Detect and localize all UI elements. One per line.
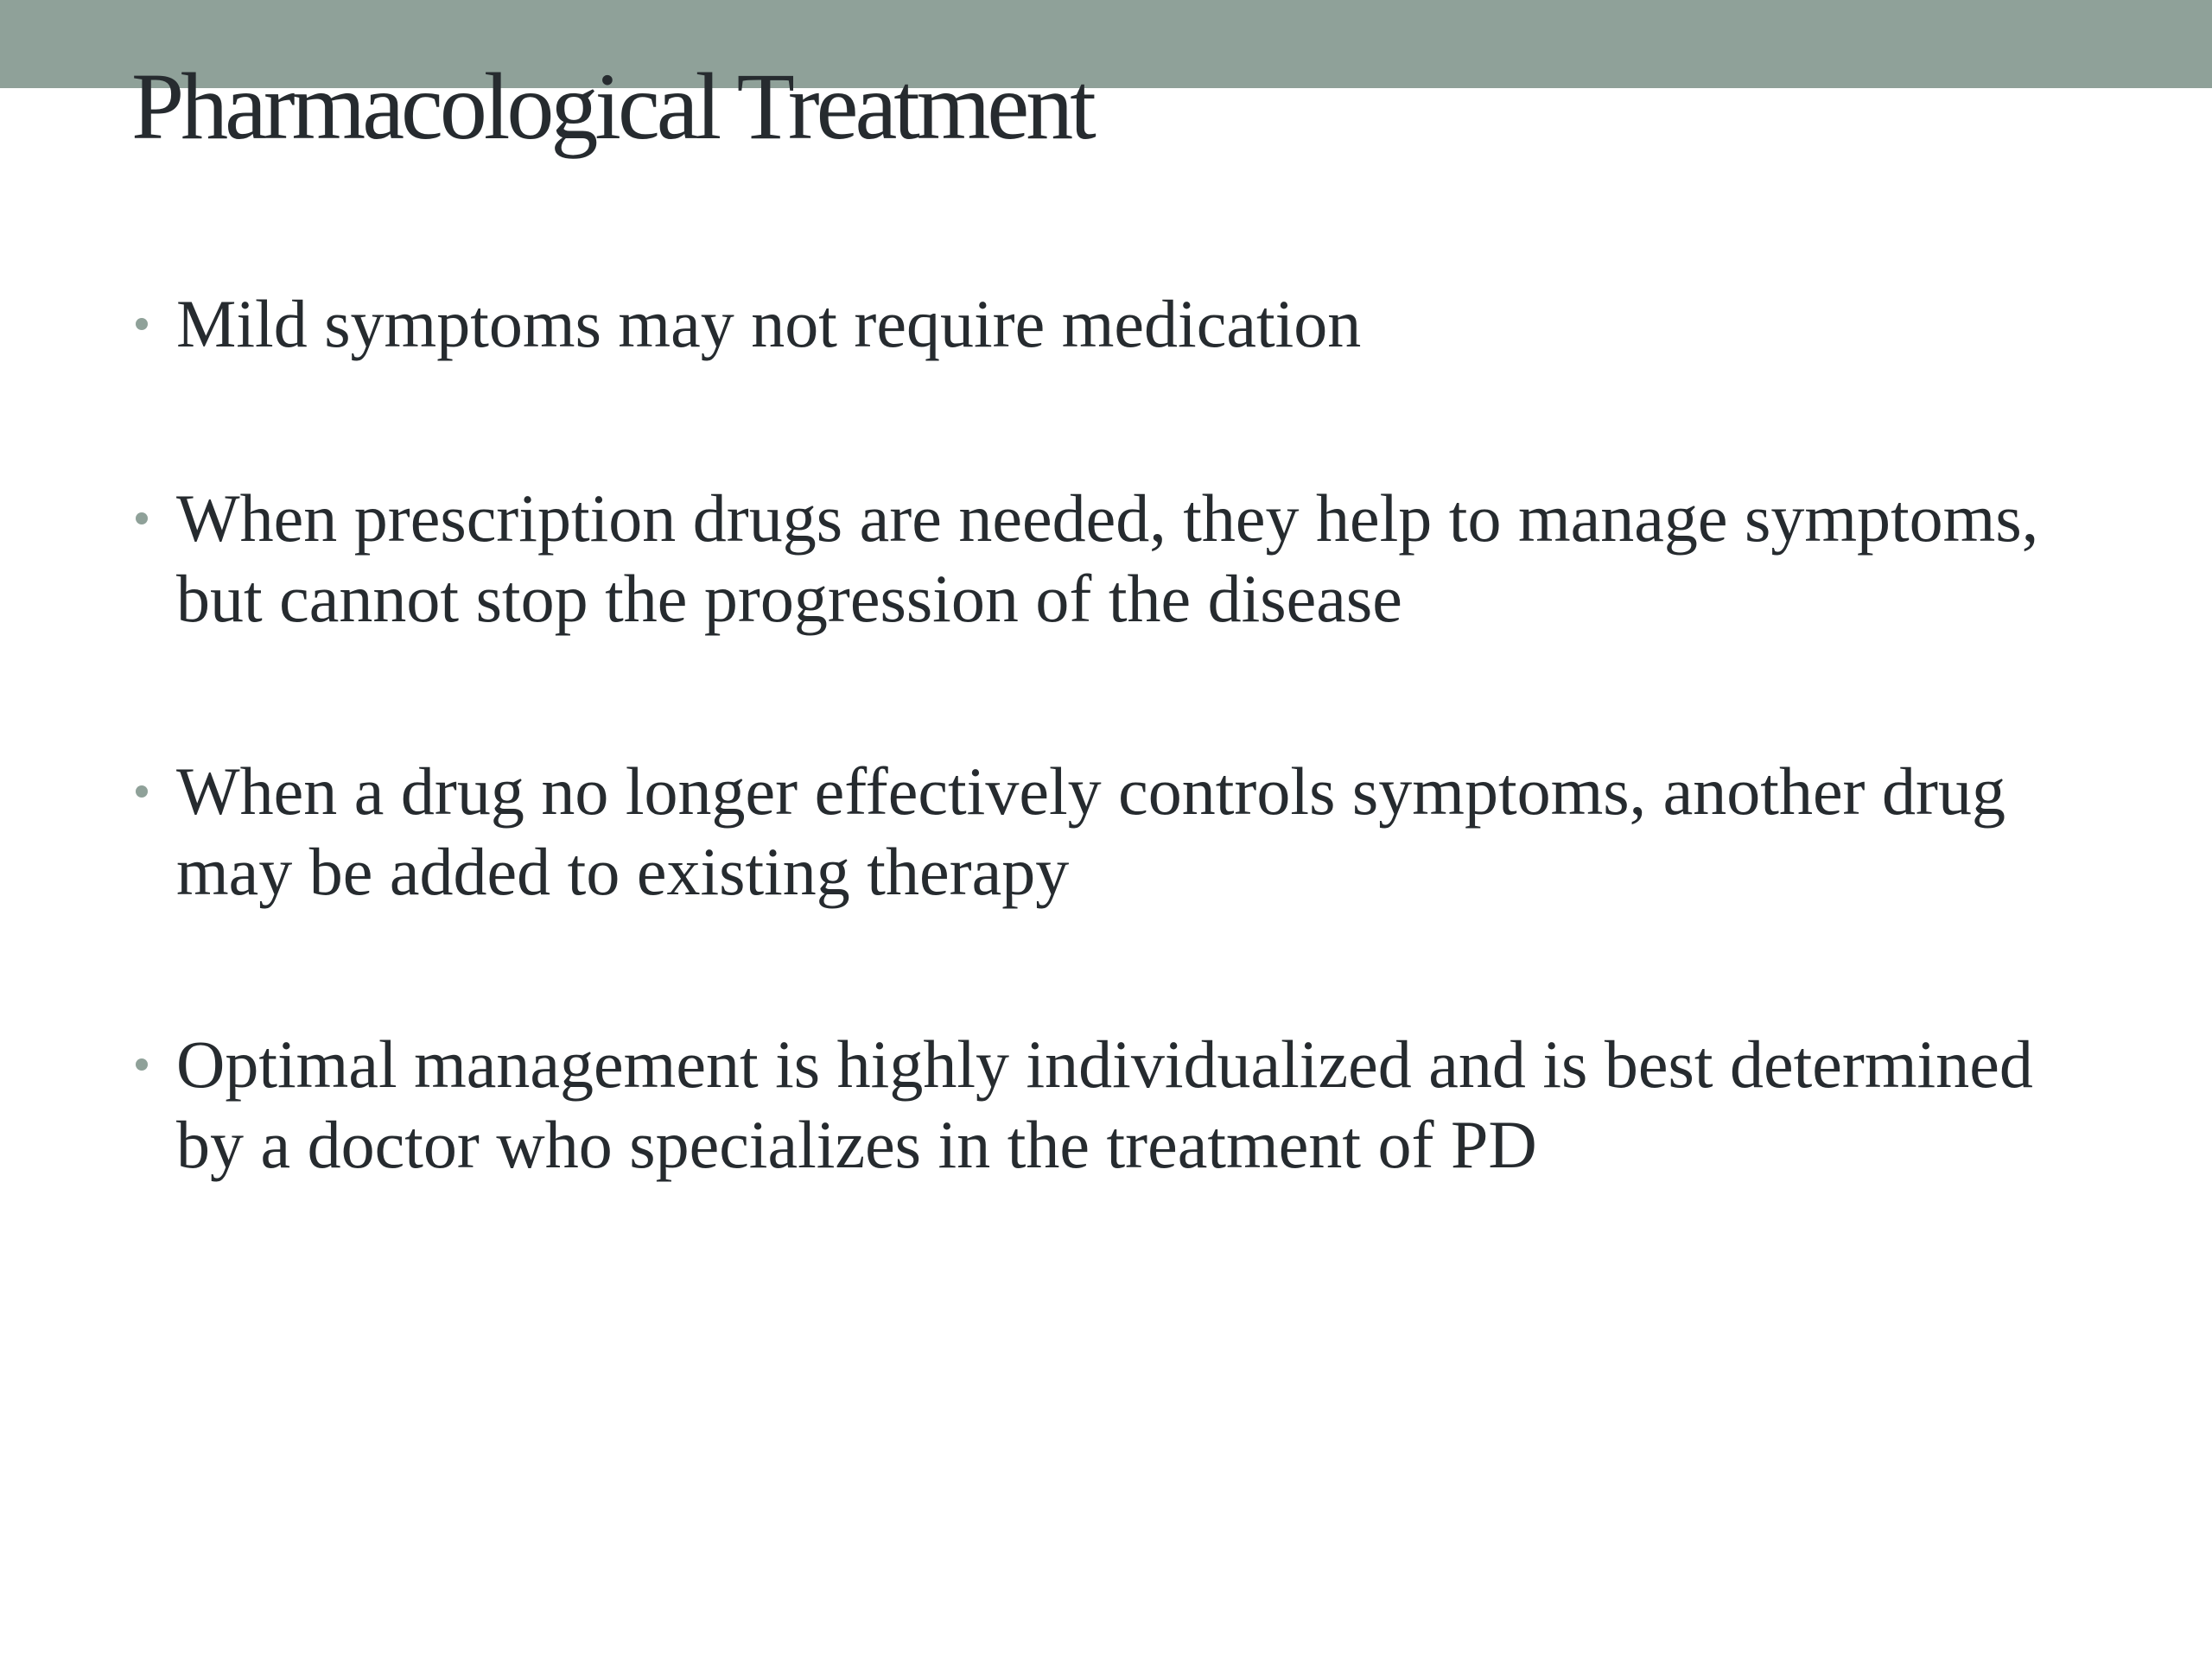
bullet-list: [131, 283, 2084, 1297]
bullet-dot-icon: [136, 1058, 148, 1071]
list-item: [131, 283, 2084, 364]
list-item: [131, 478, 2084, 639]
list-item: [131, 1024, 2084, 1185]
bullet-text: Mild symptoms may not require medication: [176, 286, 1362, 361]
bullet-text: Optimal management is highly individualized and is best determined by a doctor who specializes in the treatment of PD: [176, 1027, 2033, 1182]
bullet-dot-icon: [136, 318, 148, 330]
bullet-text: When prescription drugs are needed, they help to manage symptoms, but cannot stop the progression of the disease: [176, 480, 2039, 636]
bullet-dot-icon: [136, 785, 148, 798]
bullet-dot-icon: [136, 512, 148, 524]
slide-title: Pharmacological Treatment: [131, 54, 1093, 159]
list-item: [131, 751, 2084, 912]
bullet-text: When a drug no longer effectively controls symptoms, another drug may be added to existing therapy: [176, 753, 2006, 909]
